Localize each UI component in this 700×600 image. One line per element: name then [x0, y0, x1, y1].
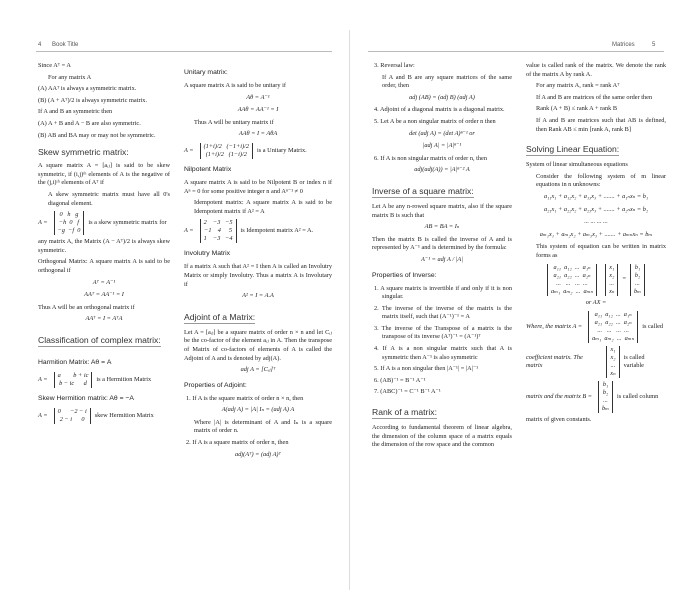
page-number: 4 — [38, 42, 42, 48]
section-heading: Classification of complex matrix: — [38, 334, 161, 345]
equation: AAᵀ = AA⁻¹ = I — [84, 291, 124, 299]
matrix-caption: is a Unitary Matrix. — [257, 146, 307, 154]
matrix-row: −h 0 f — [58, 219, 80, 227]
matrix — [605, 264, 618, 296]
matrix-row: a₁₁ a₁₂ ... a₁ₙ — [553, 263, 591, 271]
paragraph: Then the matrix B is called the inverse of A and is represented by A⁻¹ and is determined by the formula: — [372, 235, 512, 252]
paragraph: If A and B are matrices such that AB is defined, then Rank AB ≤ min [rank A, rank B] — [536, 116, 666, 133]
left-column-2 — [184, 62, 332, 463]
paragraph: 3. The inverse of the Transpose of a matrix is the transpose of its inverse (Aᵀ)⁻¹ = (A⁻¹)ᵀ — [374, 324, 512, 341]
matrix-row: 2 − i 0 — [59, 415, 85, 423]
paragraph: Thus A will be an orthogonal matrix if — [38, 303, 135, 311]
section-wrap — [372, 400, 512, 424]
right-page — [350, 0, 700, 600]
paragraph: 1. A square matrix is invertible if and only if it is non singular. — [374, 284, 512, 301]
matrix-equation — [38, 372, 170, 388]
section-heading: Skew symmetric matrix: — [38, 147, 129, 158]
paragraph: Let A be any n-rowed square matrix, also if the square matrix B is such that — [372, 202, 512, 219]
matrix-row: bₘ — [634, 287, 642, 295]
equation: ... ... ... ... — [584, 218, 608, 226]
subsection-heading: Harmition Matrix: Aθ = A — [38, 358, 112, 366]
paragraph: 5. If A is a non singular then |A⁻¹| = |A|⁻¹ — [374, 365, 479, 373]
matrix-row: b₁ — [602, 381, 609, 389]
section-wrap — [526, 137, 666, 161]
paragraph: Idempotent matrix: A square matrix A is said to be Idempotent matrix if A² = A — [194, 199, 332, 215]
matrix — [598, 381, 613, 413]
matrix-row: a₂₁ a₂₂ ... a₂ₙ — [553, 271, 591, 279]
matrix-caption: is a skew symmetric matrix for — [88, 218, 167, 226]
matrix-equation — [526, 346, 666, 378]
matrix-equation — [184, 219, 332, 243]
matrix-row: xₙ — [609, 287, 615, 295]
equation: AB = BA = Iₙ — [424, 223, 460, 231]
paragraph: Let A = [aᵢⱼ] be a square matrix of order n × n and let Cᵢⱼ be the co-factor of the element aᵢⱼ in A. Then the transpose of Matrix of co-factors of elements of A is called the Adjoint of A and is denoted by adj(A). — [184, 328, 332, 362]
paragraph: 2. The inverse of the inverse of the matrix is the matrix itself, such that (A⁻¹)⁻¹ = A — [374, 304, 512, 321]
matrix — [547, 264, 597, 296]
equation: det (adj A) = (det A)ⁿ⁻¹ or — [409, 129, 475, 137]
matrix-row: ... — [610, 362, 616, 370]
equation: adj(adj(A)) = |A|ⁿ⁻² A — [414, 166, 470, 174]
matrix — [200, 219, 237, 243]
matrix-row: (1+i)/2 (1−i)/2 — [205, 150, 247, 158]
matrix-row: aₘ₁ aₘ₂ ... aₘₙ — [592, 335, 635, 343]
matrix-row: ... ... ... ... — [597, 327, 629, 335]
section-heading: Inverse of a square matrix: — [372, 185, 474, 196]
matrix-row: x₁ — [609, 263, 615, 271]
matrix-row: b − ic d — [59, 379, 87, 387]
matrix-equation — [526, 381, 666, 413]
matrix — [200, 143, 253, 159]
matrix-row: −g −f 0 — [57, 227, 81, 235]
paragraph: 7. (ABC)⁻¹ = C⁻¹ B⁻¹ A⁻¹ — [374, 388, 441, 396]
paragraph: A square matrix A is said to be unitary if — [184, 82, 286, 89]
equation: or AX = — [585, 298, 607, 306]
left-column-1 — [38, 62, 170, 427]
paragraph: Consider the following system of m linear equations in n unknowns: — [536, 172, 666, 189]
equation: adj A = [Cᵢⱼ]ᵀ — [240, 366, 276, 374]
equation: A(adj A) = |A| Iₙ = (adj A) A — [221, 406, 295, 414]
matrix-row: b₁ — [634, 263, 641, 271]
matrix-equation — [38, 408, 170, 424]
matrix-row: b₂ — [602, 389, 609, 397]
matrix-label: coefficient matrix. The matrix — [526, 353, 583, 370]
section-wrap — [38, 147, 170, 157]
paragraph: According to fundamental theorem of linear algebra, the dimension of the column space of a matrix equals the dimension of the row space and the common — [372, 424, 512, 449]
equation: Aᵀ = A⁻¹ — [92, 278, 116, 286]
running-title: Matrices — [612, 42, 635, 48]
paragraph: 6. (AB)⁻¹ = B⁻¹ A⁻¹ — [374, 376, 426, 384]
equation: |adj A| = |A|ⁿ⁻¹ — [422, 142, 462, 150]
paragraph: If a matrix A such that A² = I then A is called an Involutry Matrix or simply Involutry. Thus a matrix A is Involutary if — [184, 263, 332, 288]
matrix — [54, 211, 85, 235]
matrix-caption: is Idempotent matrix A² = A. — [240, 227, 314, 235]
paragraph: Since Aᵀ = A — [38, 62, 71, 69]
equation: a₁₁x₁ + a₁₂x₂ + a₁₃x₃ + ....... + a₁ₙxₙ = b₁ — [543, 192, 649, 200]
header-rule — [36, 51, 332, 52]
matrix-row: a₂₁ a₂₂ ... a₂ₙ — [594, 319, 632, 327]
matrix-row: ... — [609, 279, 615, 287]
equation: AAθ = AA⁻¹ = I — [237, 106, 279, 114]
matrix-caption: is a Hermition Matrix — [96, 375, 152, 383]
equation: Aθ = A⁻¹ — [246, 93, 270, 101]
paragraph: This system of equation can be written in matrix forms as — [536, 243, 666, 259]
matrix — [588, 311, 638, 343]
subsection-heading: Skew Hermition matrix: Aθ = −A — [38, 394, 134, 402]
paragraph: 1. If A is the square matrix of order n × n, then — [186, 394, 304, 402]
paragraph: (B) AB and BA may or may not be symmetric. — [38, 131, 156, 139]
section-wrap — [184, 305, 332, 329]
paragraph: A skew symmetric matrix must have all 0's diagonal element. — [48, 190, 170, 207]
matrix-label: A = — [38, 411, 48, 419]
equation: A⁻¹ = adj A / |A| — [421, 255, 463, 263]
matrix-caption: is called variable — [623, 353, 645, 370]
equation: AAθ = I = AθA — [238, 130, 278, 138]
paragraph: (A) AAᵀ is always a symmetric matrix. — [38, 85, 137, 93]
section-wrap — [372, 179, 512, 203]
section-heading: Adjoint of a Matrix: — [184, 311, 256, 322]
section-heading: Rank of a matrix: — [372, 407, 437, 418]
paragraph: If A and B are matrices of the same order then — [536, 93, 653, 101]
matrix-row: b₂ — [634, 271, 641, 279]
matrix-row: 0 h g — [59, 211, 79, 219]
matrix-row: 1 −3 −4 — [203, 235, 233, 243]
subsection-heading: Unitary matrix: — [184, 69, 228, 76]
paragraph: Orthogonal Matrix: A square matrix A is said to be orthogonal if — [38, 258, 170, 274]
matrix-row: x₂ — [610, 354, 616, 362]
matrix-row: x₁ — [610, 346, 616, 354]
equation: AAᵀ = I = AᵀA — [85, 315, 123, 323]
paragraph: Thus A will be unitary matrix if — [194, 118, 274, 126]
matrix-row: aₘ₁ aₘ₂ ... aₘₙ — [550, 287, 594, 295]
matrix-equation — [526, 311, 666, 343]
equation: adj (AB) = (adj B) (adj A) — [409, 93, 475, 101]
matrix-label: Where, the matrix A = — [526, 322, 583, 330]
matrix-caption: skew Hermition Matrix — [94, 411, 154, 419]
paragraph: 6. If A is non singular matrix of order n, then — [374, 154, 487, 162]
matrix-row: xₙ — [610, 370, 616, 378]
section-heading: Solving Linear Equation: — [526, 144, 620, 155]
paragraph: 5. Let A be a non singular matrix of order n then — [374, 117, 496, 125]
matrix-row: 2 −3 −5 — [203, 219, 233, 227]
paragraph: (A) A + B and A − B are also symmetric. — [38, 119, 141, 127]
matrix-caption: is called column — [617, 392, 659, 400]
matrix — [630, 264, 645, 296]
subsection-heading: Nilpotent Matrix — [184, 165, 232, 173]
matrix-row: ... — [603, 397, 608, 405]
paragraph: System of linear simultaneous equations — [526, 161, 628, 169]
paragraph: value is called rank of the matrix. We denote the rank of the matrix A by rank A. — [526, 62, 666, 78]
equation: a₂₁x₁ + a₂₂x₂ + a₂₃x₃ + ....... + a₂ₙxₙ = b₂ — [543, 205, 649, 213]
page-number: 5 — [652, 42, 656, 48]
header-rule — [368, 51, 664, 52]
equation: A² = I = A.A — [242, 292, 274, 300]
matrix — [54, 408, 91, 424]
matrix-row: a b + ic — [57, 371, 89, 379]
running-title: Book Title — [52, 42, 79, 48]
matrix-row: 0 −2 − i — [57, 407, 87, 415]
matrix-label: A = — [38, 375, 48, 383]
matrix-caption: is called — [642, 322, 664, 330]
paragraph: any matrix A, the Matrix (A − Aᵀ)/2 is always skew symmetric. — [38, 238, 170, 254]
equals-sign: = — [622, 275, 627, 283]
paragraph: Where |A| is determinant of A and Iₙ is a square matrix of order n. — [194, 418, 332, 435]
right-column-2 — [526, 62, 666, 428]
matrix-label: A = — [184, 227, 194, 235]
paragraph: For any matrix A — [48, 73, 92, 81]
subsection-heading: Properties of Inverse: — [372, 271, 437, 279]
paragraph: If A and B an symmetric then — [38, 108, 113, 116]
section-wrap — [38, 328, 170, 352]
matrix — [606, 346, 619, 378]
paragraph: 4. Adjoint of a diagonal matrix is a diagonal matrix. — [374, 106, 505, 114]
matrix-row: bₘ — [602, 405, 610, 413]
matrix-equation — [38, 211, 170, 235]
paragraph: A square matrix A = [aᵢⱼ] is said to be skew symmetric, if (i,j)ᵗʰ elements of A is the negative of the (j,i)ᵗʰ elements of Aᵀ if — [38, 162, 170, 187]
subsection-heading: Properties of Adjoint: — [184, 381, 247, 389]
paragraph: matrix of given constants. — [526, 416, 592, 424]
matrix-row: a₁₁ a₁₂ ... a₁ₙ — [594, 311, 632, 319]
paragraph: (B) (A + Aᵀ)/2 is always symmetric matrix. — [38, 96, 148, 104]
equation: aₘ₁x₁ + aₘ₂x₂ + aₘ₃x₃ + ....... + aₘₙxₙ = bₘ — [539, 230, 653, 238]
matrix-label: A = — [38, 218, 48, 226]
matrix-equation — [526, 264, 666, 296]
right-column-1 — [372, 62, 512, 453]
matrix — [54, 372, 93, 388]
subsection-heading: Involutry Matrix — [184, 250, 231, 258]
matrix-equation — [184, 143, 332, 159]
paragraph: If A and B are any square matrices of the same order, then — [382, 73, 512, 90]
matrix-label: matrix and the matrix B = — [526, 392, 592, 400]
matrix-row: ... — [635, 279, 640, 287]
paragraph: A square matrix A is said to be Nilpotent B or index n if Aⁿ = 0 for some positive integer n and Aⁿ⁻¹ ≠ 0 — [184, 178, 332, 195]
equation: adj(Aᵀ) = (adj A)ᵀ — [235, 450, 281, 458]
paragraph: 2. If A is a square matrix of order n, then — [186, 439, 289, 447]
paragraph: 3. Reversal law: — [374, 62, 415, 69]
paragraph: For any matrix A, rank = rank Aᵀ — [536, 82, 620, 90]
matrix-row: x₂ — [609, 271, 615, 279]
matrix-row: ... ... ... ... — [556, 279, 588, 287]
paragraph: 4. If A is a non singular matrix such that A is symmetric then A⁻¹ is also symmetric — [374, 345, 512, 361]
paragraph: Rank (A + B) ≤ rank A + rank B — [536, 105, 618, 113]
matrix-row: −1 4 5 — [204, 227, 232, 235]
matrix-label: A = — [184, 146, 194, 154]
matrix-row: (1+i)/2 (−1+i)/2 — [203, 142, 250, 150]
